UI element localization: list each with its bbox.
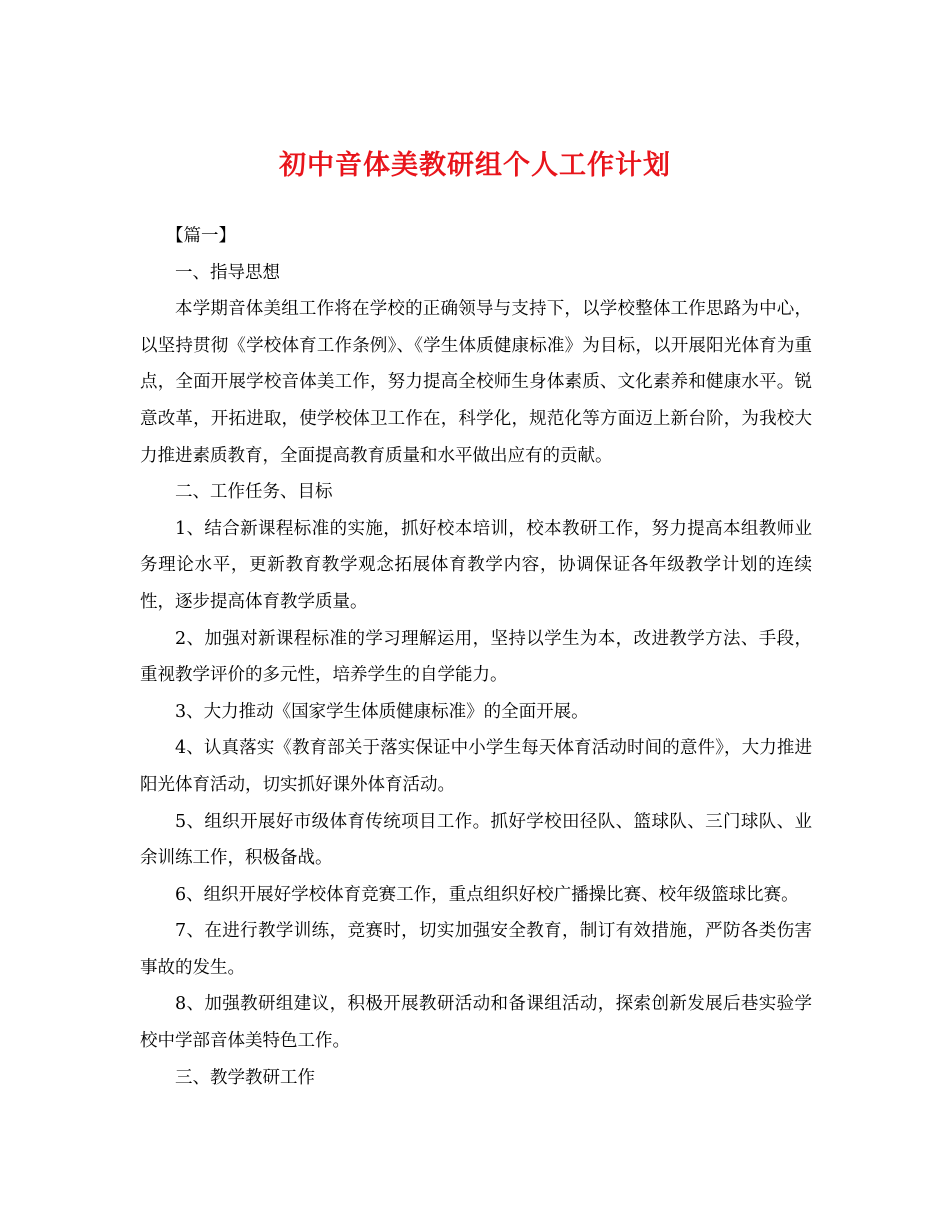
list-item-task-3: 3、大力推动《国家学生体质健康标准》的全面开展。 xyxy=(175,701,589,722)
list-item-task-2: 2、加强对新课程标准的学习理解运用，坚持以学生为本，改进教学方法、手段，重视教学评价的多元性，培养学生的自学能力。 xyxy=(140,628,812,686)
section-heading-part-one: 【篇一】 xyxy=(166,226,236,246)
section-heading-tasks-goals: 二、工作任务、目标 xyxy=(175,482,333,503)
list-item-task-7: 7、在进行教学训练，竞赛时，切实加强安全教育，制订有效措施，严防各类伤害事故的发生。 xyxy=(140,921,812,978)
section-heading-guiding-ideology: 一、指导思想 xyxy=(175,262,280,283)
page-title: 初中音体美教研组个人工作计划 xyxy=(279,150,671,181)
list-item-task-1: 1、结合新课程标准的实施，抓好校本培训，校本教研工作，努力提高本组教师业务理论水平，更新教育教学观念拓展体育教学内容，协调保证各年级教学计划的连续性，逐步提高体育教学质量。 xyxy=(140,518,812,612)
list-item-task-8: 8、加强教研组建议，积极开展教研活动和备课组活动，探索创新发展后巷实验学校中学部音体美特色工作。 xyxy=(140,994,812,1052)
section-heading-teaching-research: 三、教学教研工作 xyxy=(175,1067,315,1088)
list-item-task-4: 4、认真落实《教育部关于落实保证中小学生每天体育活动时间的意件》，大力推进阳光体育活动，切实抓好课外体育活动。 xyxy=(140,738,812,795)
list-item-task-5: 5、组织开展好市级体育传统项目工作。抓好学校田径队、篮球队、三门球队、业余训练工作，积极备战。 xyxy=(140,811,812,869)
list-item-task-6: 6、组织开展好学校体育竞赛工作，重点组织好校广播操比赛、校年级篮球比赛。 xyxy=(175,884,799,905)
document-body xyxy=(140,218,812,1096)
paragraph-guiding-ideology: 本学期音体美组工作将在学校的正确领导与支持下，以学校整体工作思路为中心，以坚持贯彻《学校体育工作条例》、《学生体质健康标准》为目标，以开展阳光体育为重点，全面开展学校音体美工作，努力提高全校师生身体素质、文化素养和健康水平。锐意改革，开拓进取，使学校体卫工作在，科学化，规范化等方面迈上新台阶，为我校大力推进素质教育，全面提高教育质量和水平做出应有的贡献。 xyxy=(140,299,812,466)
